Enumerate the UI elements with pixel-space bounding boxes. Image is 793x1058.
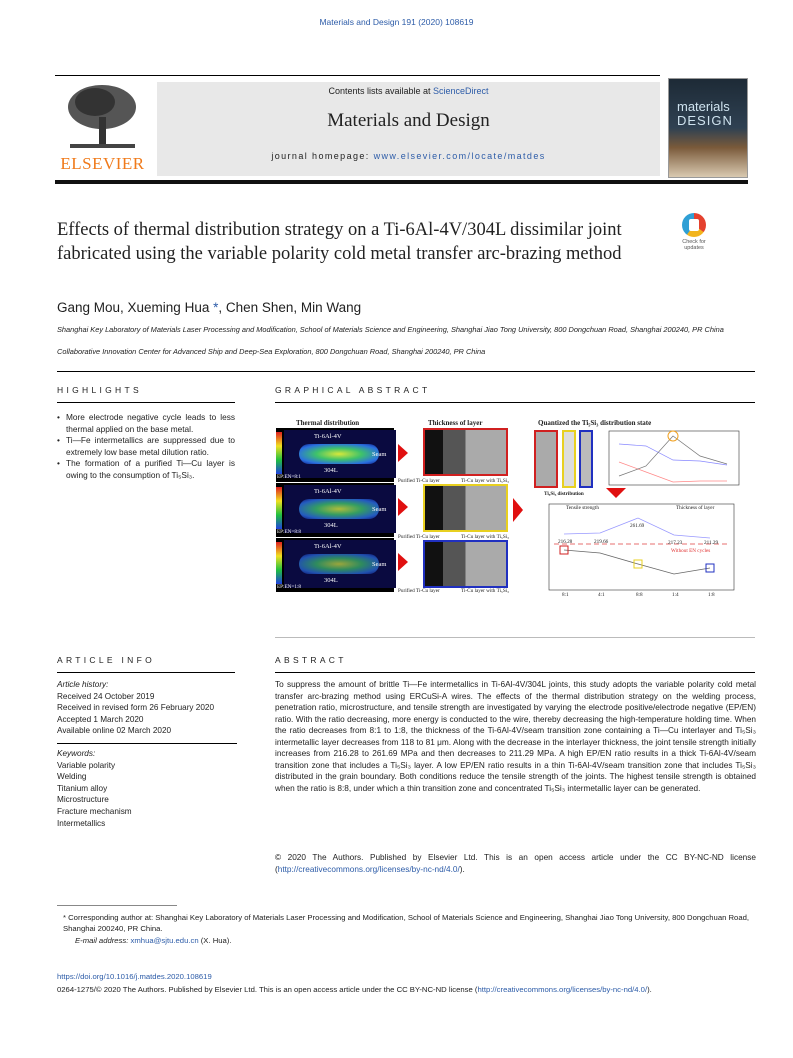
arrow-icon (513, 498, 523, 522)
history-label: Article history: (57, 680, 109, 689)
homepage-link[interactable]: www.elsevier.com/locate/matdes (373, 151, 546, 161)
keywords-label: Keywords: (57, 748, 96, 758)
crossmark-label-1: Check for (682, 239, 706, 245)
publisher-logo-text: ELSEVIER (60, 154, 145, 173)
highlights-heading: HIGHLIGHTS (57, 385, 142, 395)
check-for-updates-button[interactable] (675, 213, 713, 257)
license-text: 0264-1275/© 2020 The Authors. Published by Elsevier Ltd. This is an open access article under the CC BY-NC-ND license ( (57, 985, 478, 994)
tensile-chart (534, 502, 749, 594)
crossmark-label-2: updates (684, 245, 704, 251)
highlight-item: • More electrode negative cycle leads to less thermal applied on the base metal. (57, 412, 235, 435)
legend-tensile: Tensile strength (566, 505, 599, 511)
email-suffix: (X. Hua). (198, 935, 232, 945)
seam-label: Seam (372, 561, 387, 568)
email-label: E-mail address: (75, 935, 131, 945)
without-en-label: Without EN cycles (671, 548, 711, 554)
keyword: Welding (57, 772, 87, 782)
history-item: Accepted 1 March 2020 (57, 714, 144, 724)
affiliation: Collaborative Innovation Center for Advanced Ship and Deep-Sea Exploration, 800 Dongchuan Road, Shanghai 200240, PR China (57, 347, 486, 356)
sciencedirect-link[interactable]: ScienceDirect (433, 86, 489, 96)
colorbar (276, 542, 282, 584)
x-tick: 4:1 (598, 592, 605, 598)
strength-label: 261.69 (630, 523, 645, 529)
footnote-divider (57, 905, 177, 906)
tisi-distribution-label: Ti₅Si₃ distribution (544, 491, 584, 497)
strength-label: 217.23 (668, 540, 683, 546)
divider (57, 672, 235, 673)
cover-title-1: materials (677, 99, 730, 114)
ti-label: Ti-6Al-4V (314, 488, 342, 495)
seam-label: Seam (372, 451, 387, 458)
ratio-label: EP:EN=8:8 (277, 529, 301, 535)
abstract-heading: ABSTRACT (275, 655, 347, 665)
ratio-label: EP:EN=1:8 (277, 584, 301, 590)
copyright-text: © 2020 The Authors. Published by Elsevier Ltd. This is an open access article under the CC BY-NC-ND license ( (275, 853, 756, 874)
thermal-panel-1-8 (276, 538, 394, 592)
highlight-item: • Ti—Fe intermetallics are suppressed due to extremely low base metal dilution ratio. (57, 435, 235, 458)
highlight-item: • The formation of a purified Ti—Cu layer is owing to the consumption of Ti₅Si₃. (57, 458, 235, 481)
arrow-icon (398, 553, 408, 571)
x-tick: 1:8 (708, 592, 715, 598)
affiliation: Shanghai Key Laboratory of Materials Laser Processing and Modification, School of Materials Science and Engineering, Shanghai Jiao Tong University, 800 Dongchuan Road, Shanghai 200240, PR China (57, 325, 724, 334)
divider (55, 75, 660, 76)
elsevier-logo (55, 82, 150, 177)
graphical-abstract-figure[interactable] (276, 418, 756, 598)
journal-cover[interactable] (668, 78, 748, 178)
seam-label: Seam (372, 506, 387, 513)
authors-text: , Chen Shen, Min Wang (218, 300, 362, 315)
article-title: Effects of thermal distribution strategy on a Ti-6Al-4V/304L dissimilar joint fabricated using the variable polarity cold metal transfer arc-brazing method (57, 220, 622, 264)
elsevier-tree-icon (65, 82, 140, 152)
divider (275, 402, 755, 403)
x-tick: 1:4 (672, 592, 679, 598)
tisi-sample-1 (534, 430, 558, 488)
arrow-icon (398, 498, 408, 516)
license-line (57, 985, 652, 994)
abstract-text: To suppress the amount of brittle Ti—Fe intermetallics in Ti-6Al-4V/304L joints, this study adopts the variable polarity cold metal transfer arc-brazing method using ERCuSi-A wires. The effects of the thermal distribution strategy on the welding process, penetration ratio, microstructure, and tensile strength are investigated by varying the electrode positive/electrode negative (EP/EN) ratio. With the ratio decreasing, more energy is conducted to the wire, thereby decreasing the high-temperature holding time. When the ratio decreases from 8:1 to 1:8, the thickness of the Ti-6Al-4V/seam transition zone containing a Ti—Cu interlayer and Ti₅Si₃ intermetallic layer decreases from 118 to 81 μm. Along with the decrease in the interlayer thickness, the joint tensile strength initially increases from 216.28 to 261.69 MPa and then decreases to 211.29 MPa. A high EP/EN ratio results in a thick Ti-6Al-4V/seam transition zone that includes a Ti₅Si₃ layer. A low EP/EN ratio results in a thin Ti-6Al-4V/seam transition zone that includes Ti₅Si₃ distributed in the grain boundary. Both conditions reduce the tensile strength of the joints. The highest tensile strength is obtained when the ratio is 8:8, under which a thin transition zone and concentrated Ti₅Si₃ intermetallic layer can be generated. (275, 680, 756, 793)
journal-title: Materials and Design (327, 110, 490, 131)
strength-label: 211.29 (704, 540, 719, 546)
cover-title-2: DESIGN (677, 113, 733, 128)
x-tick: 8:1 (562, 592, 569, 598)
thermal-panel-8-8 (276, 483, 394, 537)
article-info-heading: ARTICLE INFO (57, 655, 156, 665)
license-link[interactable]: http://creativecommons.org/licenses/by-nc-nd/4.0/ (477, 985, 648, 994)
divider (57, 371, 755, 372)
divider (57, 743, 237, 744)
steel-label: 304L (324, 522, 338, 529)
divider (275, 637, 755, 638)
legend-thickness: Thickness of layer (676, 505, 715, 511)
tisi-sample-3 (579, 430, 593, 488)
ti-label: Ti-6Al-4V (314, 433, 342, 440)
tisi-label: Ti-Cu layer with Ti₅Si₃ (461, 588, 509, 594)
x-tick: 8:8 (636, 592, 643, 598)
thermal-panel-8-1 (276, 428, 394, 482)
arrow-icon (398, 444, 408, 462)
tisi-label: Ti-Cu layer with Ti₅Si₃ (461, 534, 509, 540)
graphical-abstract-heading: GRAPHICAL ABSTRACT (275, 385, 431, 395)
abstract-copyright (275, 852, 756, 875)
strength-label: 216.28 (558, 539, 573, 545)
micrograph-1-8 (423, 540, 508, 588)
divider (57, 402, 235, 403)
homepage-label: journal homepage: (271, 151, 374, 161)
ratio-label: EP:EN=8:1 (277, 474, 301, 480)
email-link[interactable]: xmhua@sjtu.edu.cn (130, 935, 199, 945)
journal-header (157, 82, 660, 176)
article-info (57, 679, 237, 829)
header-rule (55, 180, 748, 184)
quant-title: Quantized the Ti₅Si₃ distribution state (538, 419, 652, 427)
keyword: Variable polarity (57, 760, 116, 770)
license-suffix: ). (647, 985, 652, 994)
contents-label: Contents lists available at (328, 86, 434, 96)
authors (57, 300, 361, 315)
layer-title: Thickness of layer (428, 419, 483, 427)
doi-link[interactable]: https://doi.org/10.1016/j.matdes.2020.108619 (57, 972, 212, 981)
colorbar (276, 432, 282, 474)
keyword: Microstructure (57, 795, 109, 805)
steel-label: 304L (324, 577, 338, 584)
crossmark-icon (682, 213, 706, 237)
quant-chart (601, 430, 751, 488)
license-link[interactable]: http://creativecommons.org/licenses/by-nc-nd/4.0/ (277, 864, 460, 874)
keyword: Fracture mechanism (57, 806, 132, 816)
history-item: Received 24 October 2019 (57, 691, 155, 701)
colorbar (276, 487, 282, 529)
purified-label: Purified Ti-Cu layer (398, 478, 440, 484)
down-arrow-icon (606, 488, 626, 498)
thermal-title: Thermal distribution (296, 419, 360, 427)
history-item: Available online 02 March 2020 (57, 726, 172, 736)
ti-label: Ti-6Al-4V (314, 543, 342, 550)
highlights-list (57, 412, 235, 482)
corresponding-note: * Corresponding author at: Shanghai Key Laboratory of Materials Laser Processing and Modification, School of Materials Science and Engineering, Shanghai Jiao Tong University, 800 Dongchuan Road, Shanghai 200240, PR China. (63, 913, 750, 934)
footnote (57, 912, 757, 946)
purified-label: Purified Ti-Cu layer (398, 588, 440, 594)
purified-label: Purified Ti-Cu layer (398, 534, 440, 540)
steel-label: 304L (324, 467, 338, 474)
tisi-sample-2 (562, 430, 576, 488)
keyword: Titanium alloy (57, 783, 108, 793)
copyright-end: ). (459, 864, 465, 874)
tisi-label: Ti-Cu layer with Ti₅Si₃ (461, 478, 509, 484)
strength-label: 219.66 (594, 539, 609, 545)
keyword: Intermetallics (57, 818, 106, 828)
history-item: Received in revised form 26 February 2020 (57, 703, 215, 713)
micrograph-8-8 (423, 484, 508, 532)
micrograph-8-1 (423, 428, 508, 476)
divider (275, 672, 755, 673)
journal-citation-link[interactable]: Materials and Design 191 (2020) 108619 (319, 17, 474, 27)
corresponding-author-link[interactable]: * (213, 300, 219, 315)
authors-text: Gang Mou, Xueming Hua (57, 300, 214, 315)
